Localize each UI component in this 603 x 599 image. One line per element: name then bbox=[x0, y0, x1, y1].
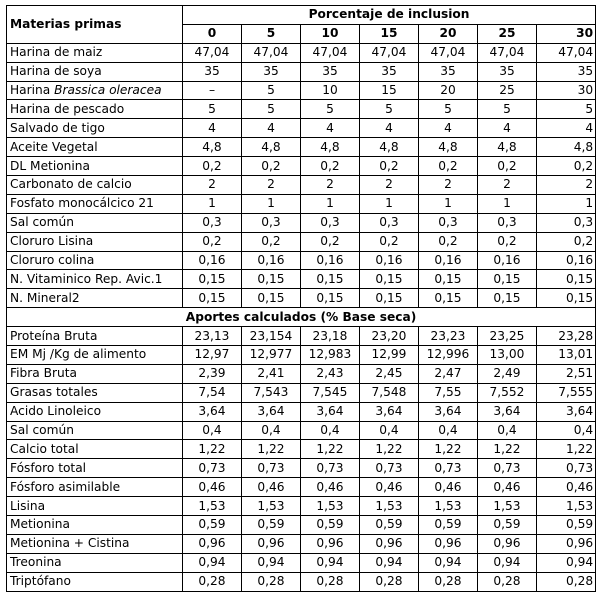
table-row bbox=[7, 251, 596, 270]
table-cell: 5 bbox=[183, 100, 242, 119]
table-cell: 0,46 bbox=[360, 478, 419, 497]
table-cell: 5 bbox=[301, 100, 360, 119]
table-cell: 4,8 bbox=[537, 138, 596, 157]
table-cell: 4 bbox=[478, 119, 537, 138]
table-cell: 1,22 bbox=[478, 440, 537, 459]
row-label: Fibra Bruta bbox=[7, 364, 183, 383]
table-cell: 0,96 bbox=[360, 534, 419, 553]
table-cell: 13,00 bbox=[478, 346, 537, 365]
table-cell: 2 bbox=[301, 176, 360, 195]
table-cell: 0,28 bbox=[242, 572, 301, 591]
table-cell: 0,73 bbox=[301, 459, 360, 478]
table-cell: 4,8 bbox=[419, 138, 478, 157]
table-cell: 3,64 bbox=[301, 402, 360, 421]
table-cell: 20 bbox=[419, 81, 478, 100]
row-label: EM Mj /Kg de alimento bbox=[7, 346, 183, 365]
table-cell: 0,15 bbox=[242, 270, 301, 289]
table-cell: 0,16 bbox=[242, 251, 301, 270]
table-cell: 4,8 bbox=[301, 138, 360, 157]
table-cell: 47,04 bbox=[360, 43, 419, 62]
table-row bbox=[7, 138, 596, 157]
table-row bbox=[7, 402, 596, 421]
level-header: 20 bbox=[419, 24, 478, 43]
row-label-text: Harina de soya bbox=[10, 64, 102, 79]
table-cell: 1,22 bbox=[301, 440, 360, 459]
table-cell: 0,16 bbox=[419, 251, 478, 270]
table-cell: 5 bbox=[242, 100, 301, 119]
table-row bbox=[7, 176, 596, 195]
table-cell: 12,97 bbox=[183, 346, 242, 365]
row-label bbox=[7, 157, 183, 176]
table-cell: 0,2 bbox=[360, 157, 419, 176]
table-cell: 4,8 bbox=[360, 138, 419, 157]
table-cell: 0,96 bbox=[242, 534, 301, 553]
table-cell: 0,59 bbox=[183, 516, 242, 535]
table-cell: 35 bbox=[301, 62, 360, 81]
table-cell: 0,2 bbox=[537, 232, 596, 251]
table-cell: 35 bbox=[419, 62, 478, 81]
table-cell: 7,555 bbox=[537, 383, 596, 402]
table-cell: 2,47 bbox=[419, 364, 478, 383]
table-cell: 4 bbox=[419, 119, 478, 138]
table-cell: 0,2 bbox=[478, 232, 537, 251]
table-cell: 1 bbox=[183, 194, 242, 213]
table-cell: 2 bbox=[537, 176, 596, 195]
table-cell: 4,8 bbox=[183, 138, 242, 157]
table-cell: 0,94 bbox=[537, 553, 596, 572]
table-cell: 47,04 bbox=[301, 43, 360, 62]
table-cell: 0,59 bbox=[419, 516, 478, 535]
table-cell: 1,53 bbox=[537, 497, 596, 516]
table-cell: 4 bbox=[537, 119, 596, 138]
table-cell: 35 bbox=[183, 62, 242, 81]
table-cell: 0,59 bbox=[537, 516, 596, 535]
table-row bbox=[7, 43, 596, 62]
table-cell: 1 bbox=[360, 194, 419, 213]
table-cell: 2 bbox=[419, 176, 478, 195]
table-cell: 0,2 bbox=[183, 157, 242, 176]
table-cell: 1,53 bbox=[478, 497, 537, 516]
table-cell: 7,548 bbox=[360, 383, 419, 402]
row-label: Acido Linoleico bbox=[7, 402, 183, 421]
table-cell: 0,46 bbox=[419, 478, 478, 497]
table-row bbox=[7, 553, 596, 572]
table-cell: 0,2 bbox=[360, 232, 419, 251]
table-cell: 0,3 bbox=[419, 213, 478, 232]
table-cell: 0,15 bbox=[537, 270, 596, 289]
table-cell: 1,22 bbox=[242, 440, 301, 459]
table-cell: 4 bbox=[360, 119, 419, 138]
table-cell: 35 bbox=[242, 62, 301, 81]
composition-table bbox=[6, 5, 596, 592]
table-cell: 0,2 bbox=[419, 157, 478, 176]
table-cell: 1,53 bbox=[242, 497, 301, 516]
table-cell: 23,25 bbox=[478, 327, 537, 346]
row-label-text: Salvado de tigo bbox=[10, 120, 105, 135]
table-cell: 5 bbox=[360, 100, 419, 119]
row-label: Fósforo asimilable bbox=[7, 478, 183, 497]
section-divider bbox=[7, 308, 596, 327]
table-cell: 0,2 bbox=[301, 157, 360, 176]
table-cell: 1,53 bbox=[183, 497, 242, 516]
row-label-text: N. Vitaminico Rep. Avic.1 bbox=[10, 271, 163, 286]
table-cell: 0,3 bbox=[478, 213, 537, 232]
table-cell: 3,64 bbox=[537, 402, 596, 421]
table-cell: 0,2 bbox=[242, 232, 301, 251]
table-cell: 1 bbox=[301, 194, 360, 213]
table-cell: 0,59 bbox=[301, 516, 360, 535]
table-cell: 23,18 bbox=[301, 327, 360, 346]
row-label-text: DL Metionina bbox=[10, 158, 90, 173]
table-cell: 47,04 bbox=[537, 43, 596, 62]
table-cell: 35 bbox=[537, 62, 596, 81]
table-cell: 23,13 bbox=[183, 327, 242, 346]
table-cell: 1 bbox=[242, 194, 301, 213]
level-header: 10 bbox=[301, 24, 360, 43]
table-cell: 0,3 bbox=[242, 213, 301, 232]
table-cell: 23,154 bbox=[242, 327, 301, 346]
table-cell: 0,94 bbox=[478, 553, 537, 572]
table-cell: – bbox=[183, 81, 242, 100]
table-cell: 0,59 bbox=[360, 516, 419, 535]
table-cell: 0,94 bbox=[360, 553, 419, 572]
row-label-text: Carbonato de calcio bbox=[10, 177, 132, 192]
table-row bbox=[7, 119, 596, 138]
table-cell: 0,73 bbox=[360, 459, 419, 478]
table-cell: 0,96 bbox=[419, 534, 478, 553]
table-cell: 0,4 bbox=[183, 421, 242, 440]
table-cell: 0,73 bbox=[537, 459, 596, 478]
table-cell: 0,96 bbox=[537, 534, 596, 553]
table-cell: 0,28 bbox=[360, 572, 419, 591]
table-cell: 0,73 bbox=[242, 459, 301, 478]
table-cell: 0,15 bbox=[183, 289, 242, 308]
table-cell: 3,64 bbox=[419, 402, 478, 421]
table-cell: 0,94 bbox=[242, 553, 301, 572]
table-cell: 7,552 bbox=[478, 383, 537, 402]
table-cell: 0,46 bbox=[301, 478, 360, 497]
row-label bbox=[7, 81, 183, 100]
table-cell: 0,4 bbox=[478, 421, 537, 440]
table-cell: 30 bbox=[537, 81, 596, 100]
table-cell: 1,22 bbox=[419, 440, 478, 459]
table-cell: 1,22 bbox=[183, 440, 242, 459]
row-label-text: Aceite Vegetal bbox=[10, 139, 98, 154]
table-cell: 0,4 bbox=[537, 421, 596, 440]
table-cell: 5 bbox=[242, 81, 301, 100]
table-cell: 0,16 bbox=[183, 251, 242, 270]
header-row-group bbox=[7, 6, 596, 25]
col-header-materias-primas: Materias primas bbox=[7, 6, 183, 44]
table-cell: 0,28 bbox=[183, 572, 242, 591]
table-cell: 0,16 bbox=[478, 251, 537, 270]
row-label: Fósforo total bbox=[7, 459, 183, 478]
table-cell: 47,04 bbox=[242, 43, 301, 62]
table-row bbox=[7, 62, 596, 81]
table-cell: 0,2 bbox=[537, 157, 596, 176]
table-cell: 0,2 bbox=[301, 232, 360, 251]
table-cell: 3,64 bbox=[242, 402, 301, 421]
table-row bbox=[7, 459, 596, 478]
table-cell: 0,3 bbox=[537, 213, 596, 232]
table-cell: 0,96 bbox=[478, 534, 537, 553]
section-title-aportes: Aportes calculados (% Base seca) bbox=[7, 308, 596, 327]
table-row bbox=[7, 232, 596, 251]
table-cell: 47,04 bbox=[419, 43, 478, 62]
table-cell: 0,3 bbox=[360, 213, 419, 232]
row-label: Metionina + Cistina bbox=[7, 534, 183, 553]
table-cell: 4 bbox=[183, 119, 242, 138]
table-cell: 0,94 bbox=[183, 553, 242, 572]
table-row bbox=[7, 270, 596, 289]
table-cell: 0,73 bbox=[183, 459, 242, 478]
table-cell: 15 bbox=[360, 81, 419, 100]
table-cell: 47,04 bbox=[478, 43, 537, 62]
row-label bbox=[7, 289, 183, 308]
table-cell: 0,4 bbox=[419, 421, 478, 440]
table-cell: 23,28 bbox=[537, 327, 596, 346]
table-cell: 0,59 bbox=[478, 516, 537, 535]
table-row bbox=[7, 364, 596, 383]
table-cell: 2 bbox=[183, 176, 242, 195]
table-cell: 0,59 bbox=[242, 516, 301, 535]
row-label-text: Harina de pescado bbox=[10, 101, 125, 116]
table-cell: 0,16 bbox=[537, 251, 596, 270]
table-cell: 2,39 bbox=[183, 364, 242, 383]
table-row bbox=[7, 157, 596, 176]
table-cell: 10 bbox=[301, 81, 360, 100]
row-label: Proteína Bruta bbox=[7, 327, 183, 346]
table-cell: 1 bbox=[478, 194, 537, 213]
table-cell: 3,64 bbox=[478, 402, 537, 421]
table-cell: 0,2 bbox=[478, 157, 537, 176]
row-label bbox=[7, 232, 183, 251]
table-row bbox=[7, 478, 596, 497]
table-cell: 25 bbox=[478, 81, 537, 100]
table-cell: 0,96 bbox=[183, 534, 242, 553]
table-cell: 1,53 bbox=[419, 497, 478, 516]
table-cell: 0,2 bbox=[419, 232, 478, 251]
table-cell: 23,23 bbox=[419, 327, 478, 346]
table-cell: 1,22 bbox=[360, 440, 419, 459]
table-cell: 0,15 bbox=[360, 270, 419, 289]
table-cell: 0,73 bbox=[419, 459, 478, 478]
row-label-text: Harina bbox=[10, 83, 55, 97]
row-label-text: Cloruro Lisina bbox=[10, 234, 94, 249]
table-cell: 35 bbox=[478, 62, 537, 81]
level-header: 0 bbox=[183, 24, 242, 43]
row-label bbox=[7, 100, 183, 119]
table-row bbox=[7, 194, 596, 213]
table-cell: 12,977 bbox=[242, 346, 301, 365]
row-label-text: Sal común bbox=[10, 215, 74, 230]
level-header: 25 bbox=[478, 24, 537, 43]
table-cell: 0,4 bbox=[360, 421, 419, 440]
table-row bbox=[7, 534, 596, 553]
row-label-text: N. Mineral2 bbox=[10, 290, 80, 305]
table-cell: 0,15 bbox=[301, 270, 360, 289]
row-label-text: Harina de maiz bbox=[10, 45, 103, 60]
table-cell: 0,3 bbox=[301, 213, 360, 232]
table-cell: 2,41 bbox=[242, 364, 301, 383]
table-cell: 0,15 bbox=[360, 289, 419, 308]
row-label: Calcio total bbox=[7, 440, 183, 459]
table-cell: 7,54 bbox=[183, 383, 242, 402]
col-header-group-inclusion: Porcentaje de inclusion bbox=[183, 6, 596, 25]
table-cell: 7,55 bbox=[419, 383, 478, 402]
row-label bbox=[7, 213, 183, 232]
table-cell: 47,04 bbox=[183, 43, 242, 62]
table-cell: 0,16 bbox=[360, 251, 419, 270]
table-cell: 12,99 bbox=[360, 346, 419, 365]
table-cell: 1,22 bbox=[537, 440, 596, 459]
ingredients-section bbox=[7, 43, 596, 307]
table-cell: 0,28 bbox=[537, 572, 596, 591]
row-label bbox=[7, 176, 183, 195]
table-cell: 4 bbox=[301, 119, 360, 138]
table-row bbox=[7, 213, 596, 232]
row-label-text: Cloruro colina bbox=[10, 253, 95, 268]
table-row bbox=[7, 497, 596, 516]
table-cell: 3,64 bbox=[183, 402, 242, 421]
table-cell: 0,15 bbox=[478, 289, 537, 308]
nutrients-section bbox=[7, 327, 596, 591]
table-cell: 0,73 bbox=[478, 459, 537, 478]
level-header: 30 bbox=[537, 24, 596, 43]
table-cell: 2,51 bbox=[537, 364, 596, 383]
table-cell: 0,28 bbox=[301, 572, 360, 591]
table-cell: 0,28 bbox=[478, 572, 537, 591]
table-cell: 0,4 bbox=[301, 421, 360, 440]
table-cell: 13,01 bbox=[537, 346, 596, 365]
table-cell: 0,2 bbox=[242, 157, 301, 176]
table-cell: 7,545 bbox=[301, 383, 360, 402]
row-label: Lisina bbox=[7, 497, 183, 516]
table-cell: 0,46 bbox=[242, 478, 301, 497]
row-label bbox=[7, 194, 183, 213]
table-cell: 0,46 bbox=[183, 478, 242, 497]
table-row bbox=[7, 440, 596, 459]
row-label bbox=[7, 251, 183, 270]
table-cell: 0,15 bbox=[183, 270, 242, 289]
table-cell: 3,64 bbox=[360, 402, 419, 421]
table-cell: 2,49 bbox=[478, 364, 537, 383]
table-cell: 0,46 bbox=[537, 478, 596, 497]
row-label bbox=[7, 62, 183, 81]
table-row bbox=[7, 516, 596, 535]
table-cell: 4 bbox=[242, 119, 301, 138]
table-cell: 35 bbox=[360, 62, 419, 81]
table-cell: 0,15 bbox=[419, 270, 478, 289]
row-label bbox=[7, 119, 183, 138]
table-cell: 1,53 bbox=[360, 497, 419, 516]
table-cell: 2 bbox=[478, 176, 537, 195]
table-cell: 0,4 bbox=[242, 421, 301, 440]
row-label-text: Fosfato monocálcico 21 bbox=[10, 196, 154, 211]
table-cell: 1 bbox=[419, 194, 478, 213]
row-label: Triptófano bbox=[7, 572, 183, 591]
table-row bbox=[7, 81, 596, 100]
row-label bbox=[7, 138, 183, 157]
table-cell: 0,15 bbox=[419, 289, 478, 308]
table-cell: 5 bbox=[419, 100, 478, 119]
table-cell: 2,45 bbox=[360, 364, 419, 383]
row-label: Treonina bbox=[7, 553, 183, 572]
table-cell: 23,20 bbox=[360, 327, 419, 346]
table-cell: 12,983 bbox=[301, 346, 360, 365]
table-cell: 0,15 bbox=[478, 270, 537, 289]
table-row bbox=[7, 572, 596, 591]
level-header: 5 bbox=[242, 24, 301, 43]
table-cell: 1,53 bbox=[301, 497, 360, 516]
table-cell: 2,43 bbox=[301, 364, 360, 383]
table-cell: 0,15 bbox=[537, 289, 596, 308]
table-cell: 0,2 bbox=[183, 232, 242, 251]
row-label bbox=[7, 270, 183, 289]
table-cell: 0,15 bbox=[242, 289, 301, 308]
table-row bbox=[7, 289, 596, 308]
row-label bbox=[7, 43, 183, 62]
table-cell: 0,28 bbox=[419, 572, 478, 591]
row-label: Sal común bbox=[7, 421, 183, 440]
table-cell: 2 bbox=[242, 176, 301, 195]
table-cell: 2 bbox=[360, 176, 419, 195]
table-cell: 1 bbox=[537, 194, 596, 213]
table-cell: 0,96 bbox=[301, 534, 360, 553]
table-cell: 0,94 bbox=[301, 553, 360, 572]
table-cell: 7,543 bbox=[242, 383, 301, 402]
table-cell: 0,16 bbox=[301, 251, 360, 270]
table-row bbox=[7, 383, 596, 402]
table-cell: 5 bbox=[537, 100, 596, 119]
table-cell: 4,8 bbox=[478, 138, 537, 157]
row-label: Metionina bbox=[7, 516, 183, 535]
table-cell: 12,996 bbox=[419, 346, 478, 365]
level-header: 15 bbox=[360, 24, 419, 43]
table-cell: 4,8 bbox=[242, 138, 301, 157]
table-row bbox=[7, 346, 596, 365]
table-row bbox=[7, 421, 596, 440]
table-row bbox=[7, 327, 596, 346]
table-cell: 0,3 bbox=[183, 213, 242, 232]
table-cell: 0,94 bbox=[419, 553, 478, 572]
table-cell: 0,46 bbox=[478, 478, 537, 497]
table-cell: 5 bbox=[478, 100, 537, 119]
row-label: Grasas totales bbox=[7, 383, 183, 402]
table-cell: 0,15 bbox=[301, 289, 360, 308]
table-row bbox=[7, 100, 596, 119]
row-label-species: Brassica oleracea bbox=[54, 83, 162, 97]
section-header-row bbox=[7, 308, 596, 327]
